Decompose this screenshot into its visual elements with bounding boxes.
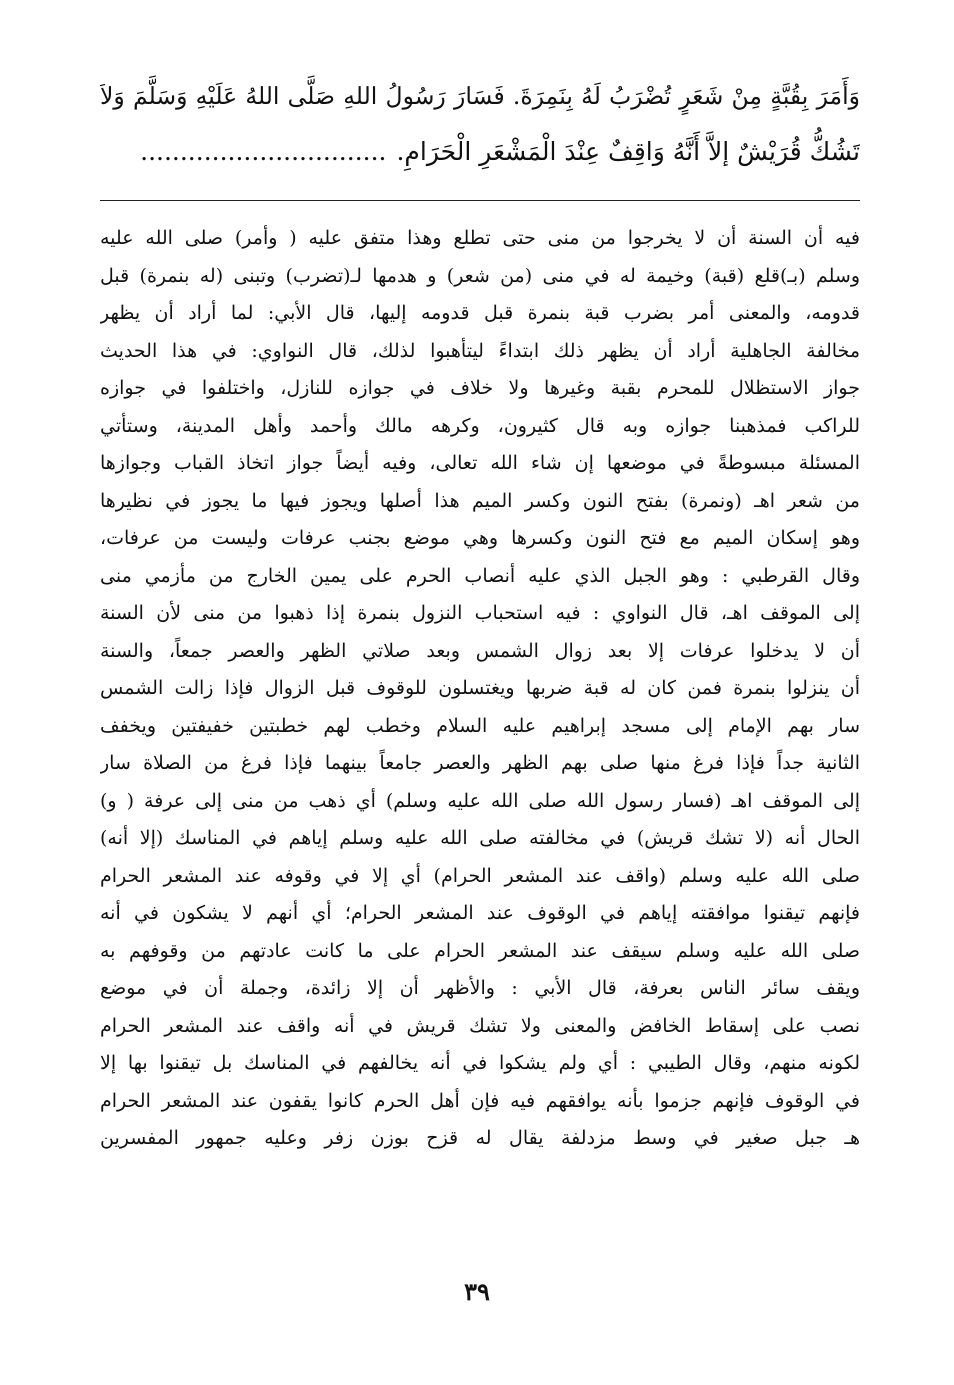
commentary-line: مخالفة الجاهلية أراد أن يظهر ذلك ابتداءً ليتأهبوا لذلك، قال النواوي: في هذا الحديث bbox=[100, 339, 860, 362]
commentary-block bbox=[100, 220, 860, 1158]
commentary-line: إلى الموقف اهـ، قال النواوي : فيه استحباب النزول بنمرة إذا ذهبوا من منى لأن السنة bbox=[100, 602, 860, 624]
hadith-text-block bbox=[100, 68, 860, 180]
commentary-line: المسئلة مبسوطةً في موضعها إن شاء الله تعالى، وفيه أيضاً جواز اتخاذ القباب وجوازها bbox=[100, 452, 860, 474]
separator-rule bbox=[100, 200, 860, 201]
hadith-dots: ............................... bbox=[140, 137, 387, 166]
commentary-line: نصب على إسقاط الخافض والمعنى ولا تشك قريش في أنه واقف عند المشعر الحرام bbox=[100, 1014, 860, 1037]
commentary-line: صلى الله عليه وسلم (واقف عند المشعر الحرام) أي إلا في وقوفه عند المشعر الحرام bbox=[100, 864, 860, 887]
commentary-line: لكونه منهم، وقال الطيبي : أي ولم يشكوا في أنه يخالفهم في المناسك بل تيقنوا بها إلا bbox=[100, 1052, 860, 1074]
commentary-line: أن لا يدخلوا عرفات إلا بعد زوال الشمس وبعد صلاتي الظهر والعصر جمعاً، والسنة bbox=[100, 639, 860, 662]
commentary-line: وقال القرطبي : وهو الجبل الذي عليه أنصاب الحرم على يمين الخارج من مأزمي منى bbox=[100, 564, 860, 587]
commentary-line: فيه أن السنة أن لا يخرجوا من منى حتى تطلع وهذا متفق عليه ( وأمر) صلى الله عليه bbox=[100, 227, 860, 249]
hadith-line-2-text: تَشُكُّ قُرَيْشٌ إلاَّ أَنَّهُ وَاقِفٌ عِنْدَ الْمَشْعَرِ الْحَرَامِ. bbox=[396, 137, 860, 166]
commentary-line: الثانية جداً فإذا فرغ منها صلى بهم الظهر والعصر جامعاً بينهما فإذا فرغ من الصلاة سار bbox=[100, 752, 860, 774]
commentary-line: صلى الله عليه وسلم سيقف عند المشعر الحرام على ما كانت عادتهم من وقوفهم به bbox=[100, 939, 860, 962]
commentary-line: سار بهم الإمام إلى مسجد إبراهيم عليه السلام وخطب لهم خطبتين خفيفتين ويخفف bbox=[100, 714, 860, 737]
commentary-line: وهو إسكان الميم مع فتح النون وكسرها وهي موضع بجنب عرفات وليست من عرفات، bbox=[100, 527, 860, 549]
commentary-line: في الوقوف فإنهم جزموا بأنه يوافقهم فيه فإن أهل الحرم كانوا يقفون عند المشعر الحرام bbox=[100, 1089, 860, 1112]
commentary-line: ويقف سائر الناس بعرفة، قال الأبي : والأظهر أن إلا زائدة، وجملة أن في موضع bbox=[100, 977, 860, 999]
hadith-line-1: وَأَمَرَ بِقُبَّةٍ مِنْ شَعَرٍ تُضْرَبُ لَهُ بِنَمِرَةَ. فَسَارَ رَسُولُ اللهِ صَلَّى اللهُ عَلَيْهِ وَسَلَّمَ وَلاَ bbox=[100, 82, 860, 110]
commentary-line: هـ جبل صغير في وسط مزدلفة يقال له قزح بوزن زفر وعليه جمهور المفسرين bbox=[100, 1127, 860, 1149]
hadith-line-2 bbox=[100, 124, 860, 180]
commentary-line: من شعر اهـ (ونمرة) بفتح النون وكسر الميم هذا أصلها ويجوز فيها ما يجوز في نظيرها bbox=[100, 489, 860, 512]
commentary-line: أن ينزلوا بنمرة فمن كان له قبة ضربها ويغتسلون للوقوف قبل الزوال فإذا زالت الشمس bbox=[100, 677, 860, 699]
commentary-line: قدومه، والمعنى أمر بضرب قبة بنمرة قبل قدومه إليها، قال الأبي: لما أراد أن يظهر bbox=[100, 302, 860, 324]
commentary-line: فإنهم تيقنوا موافقته إياهم في الوقوف عند المشعر الحرام؛ أي أنهم لا يشكون في أنه bbox=[100, 902, 860, 924]
commentary-line: للراكب فمذهبنا جوازه وبه قال كثيرون، وكرهه مالك وأحمد وأهل المدينة، وستأتي bbox=[100, 414, 860, 437]
commentary-line: جواز الاستظلال للمحرم بقبة وغيرها ولا خلاف في جوازه للنازل، واختلفوا في جوازه bbox=[100, 377, 860, 399]
commentary-line: إلى الموقف اهـ (فسار رسول الله صلى الله عليه وسلم) أي ذهب من منى إلى عرفة ( و) bbox=[100, 789, 860, 812]
commentary-line: وسلم (بـ)قلع (قبة) وخيمة له في منى (من شعر) و هدمها لـ(تضرب) وتبنى (له بنمرة) قبل bbox=[100, 264, 860, 287]
page-number: ٣٩ bbox=[464, 1277, 490, 1306]
commentary-line: الحال أنه (لا تشك قريش) في مخالفته صلى الله عليه وسلم إياهم في المناسك (إلا أنه) bbox=[100, 827, 860, 849]
